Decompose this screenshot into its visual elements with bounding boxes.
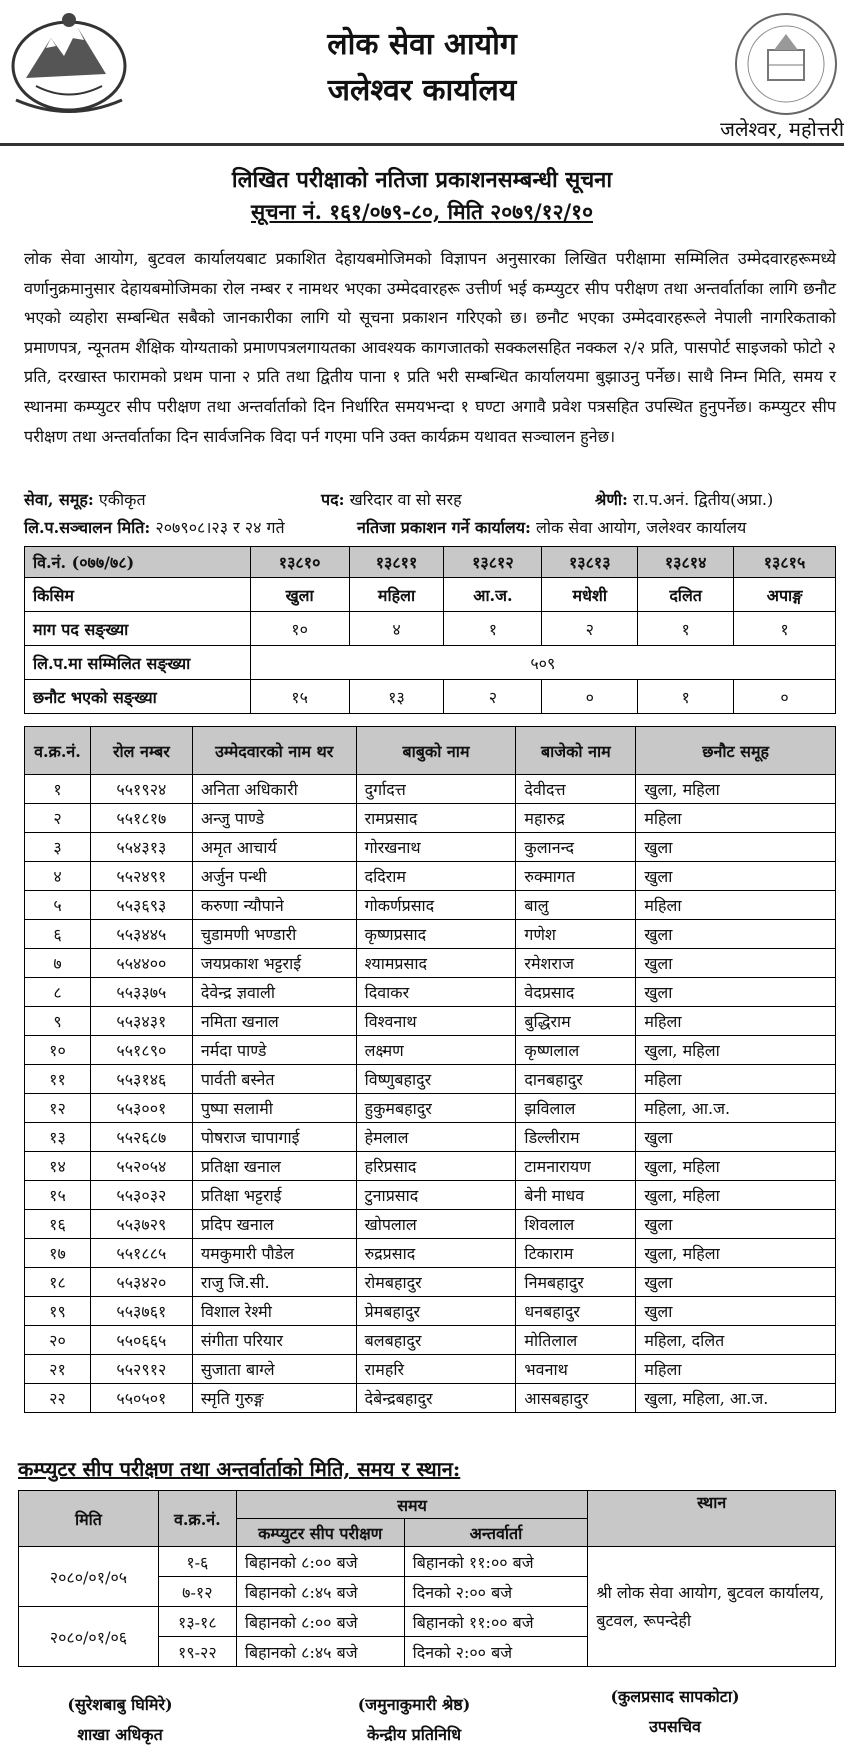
- letterhead: [0, 0, 844, 146]
- table-cell: महिला, दलित: [636, 1326, 836, 1355]
- table-cell: अर्जुन पन्थी: [192, 862, 356, 891]
- table-cell: प्रदिप खनाल: [192, 1210, 356, 1239]
- exam-date-value: २०७९०८।२३ र २४ गते: [155, 518, 285, 537]
- table-cell: टिकाराम: [516, 1239, 636, 1268]
- table-cell: खुला: [636, 920, 836, 949]
- table-cell: खुला: [636, 949, 836, 978]
- table-cell: बालु: [516, 891, 636, 920]
- group-type: खुला: [250, 578, 349, 612]
- table-cell: १०: [25, 1036, 91, 1065]
- results-body: [25, 775, 836, 1413]
- table-cell: ५५१८८५: [90, 1239, 192, 1268]
- column-header: अन्तर्वार्ता: [404, 1519, 588, 1547]
- table-cell: निमबहादुर: [516, 1268, 636, 1297]
- signatory-name: (सुरेशबाबु घिमिरे): [67, 1695, 173, 1714]
- selected-count: १३: [349, 680, 444, 714]
- schedule-serial: १-६: [158, 1547, 236, 1577]
- table-cell: विष्णुबहादुर: [356, 1065, 516, 1094]
- table-cell: खोपलाल: [356, 1210, 516, 1239]
- table-cell: ५५०५०१: [90, 1384, 192, 1413]
- group-type: दलित: [638, 578, 734, 612]
- row-label: छनौट भएको सङ्ख्या: [25, 680, 251, 714]
- summary-row-appeared: [25, 646, 836, 680]
- schedule-date: २०८०/०१/०५: [19, 1547, 159, 1607]
- selected-count: १: [638, 680, 734, 714]
- table-row: [25, 775, 836, 804]
- table-cell: १: [25, 775, 91, 804]
- table-cell: पोषराज चापागाई: [192, 1123, 356, 1152]
- table-cell: ५५३००१: [90, 1094, 192, 1123]
- column-header: बाजेको नाम: [516, 727, 636, 775]
- table-cell: ५५०६६५: [90, 1326, 192, 1355]
- table-cell: अनिता अधिकारी: [192, 775, 356, 804]
- table-row: [25, 862, 836, 891]
- table-cell: महिला: [636, 1355, 836, 1384]
- table-cell: १२: [25, 1094, 91, 1123]
- table-cell: रुद्रप्रसाद: [356, 1239, 516, 1268]
- table-cell: ५५३३७५: [90, 978, 192, 1007]
- table-cell: विशाल रेश्मी: [192, 1297, 356, 1326]
- column-header: रोल नम्बर: [90, 727, 192, 775]
- exam-date: [24, 516, 285, 538]
- ad-number: १३८१५: [734, 547, 836, 578]
- post-count: २: [542, 612, 638, 646]
- post-value: खरिदार वा सो सरह: [349, 490, 462, 509]
- schedule-title: कम्प्युटर सीप परीक्षण तथा अन्तर्वार्ताको मिति, समय र स्थान:: [18, 1457, 461, 1481]
- table-cell: १५: [25, 1181, 91, 1210]
- table-cell: ११: [25, 1065, 91, 1094]
- signatory-name: (जमुनाकुमारी श्रेष्ठ): [357, 1695, 471, 1714]
- table-row: [25, 1181, 836, 1210]
- group-type: महिला: [349, 578, 444, 612]
- table-row: [25, 1297, 836, 1326]
- table-row: [25, 833, 836, 862]
- post-count: १: [444, 612, 542, 646]
- table-cell: खुला, महिला, आ.ज.: [636, 1384, 836, 1413]
- exam-date-label: लि.प.सञ्चालन मिति:: [24, 518, 151, 537]
- signature-block: [30, 1690, 210, 1750]
- table-cell: प्रेमबहादुर: [356, 1297, 516, 1326]
- table-cell: ६: [25, 920, 91, 949]
- selected-count: १५: [250, 680, 349, 714]
- table-row: [25, 1152, 836, 1181]
- computer-test-time: बिहानको ८:०० बजे: [236, 1547, 404, 1577]
- schedule-date: २०८०/०१/०६: [19, 1607, 159, 1667]
- table-cell: ५५४३१३: [90, 833, 192, 862]
- table-cell: जयप्रकाश भट्टराई: [192, 949, 356, 978]
- selected-count: २: [444, 680, 542, 714]
- header-divider: [0, 143, 844, 146]
- table-row: [25, 920, 836, 949]
- table-cell: गोरखनाथ: [356, 833, 516, 862]
- table-cell: खुला: [636, 978, 836, 1007]
- table-cell: १६: [25, 1210, 91, 1239]
- appeared-total: ५०९: [250, 646, 835, 680]
- table-cell: ५५३१४६: [90, 1065, 192, 1094]
- table-cell: ५५३७६१: [90, 1297, 192, 1326]
- table-cell: ८: [25, 978, 91, 1007]
- post-count: १: [638, 612, 734, 646]
- table-cell: झविलाल: [516, 1094, 636, 1123]
- table-cell: ५५२६८७: [90, 1123, 192, 1152]
- table-cell: नर्मदा पाण्डे: [192, 1036, 356, 1065]
- table-cell: विश्वनाथ: [356, 1007, 516, 1036]
- summary-row-ad: [25, 547, 836, 578]
- table-cell: भवनाथ: [516, 1355, 636, 1384]
- signatory-title: शाखा अधिकृत: [77, 1725, 163, 1744]
- table-cell: कुलानन्द: [516, 833, 636, 862]
- table-cell: लक्ष्मण: [356, 1036, 516, 1065]
- table-cell: स्मृति गुरुङ्ग: [192, 1384, 356, 1413]
- ad-number: १३८१०: [250, 547, 349, 578]
- column-header: समय: [236, 1491, 588, 1519]
- office-name: जलेश्वर कार्यालय: [327, 73, 517, 108]
- table-cell: खुला, महिला: [636, 1239, 836, 1268]
- office-location: जलेश्वर, महोत्तरी: [720, 117, 844, 141]
- table-cell: ५५१८९०: [90, 1036, 192, 1065]
- table-cell: रामहरि: [356, 1355, 516, 1384]
- schedule-serial: १३-१८: [158, 1607, 236, 1637]
- table-cell: १९: [25, 1297, 91, 1326]
- table-row: [25, 1210, 836, 1239]
- table-cell: ३: [25, 833, 91, 862]
- table-cell: महिला: [636, 804, 836, 833]
- table-cell: पार्वती बस्नेत: [192, 1065, 356, 1094]
- table-row: [25, 949, 836, 978]
- summary-row-posts: [25, 612, 836, 646]
- schedule-serial: १९-२२: [158, 1637, 236, 1667]
- table-cell: खुला: [636, 862, 836, 891]
- notice-body: लोक सेवा आयोग, बुटवल कार्यालयबाट प्रकाशित देहायबमोजिमको विज्ञापन अनुसारका लिखित परीक्षामा सम्मिलित उम्मेदवारहरूमध्ये वर्णानुक्रमानुसार देहायबमोजिमका रोल नम्बर र नामथर भएका उम्मेदवारहरू उत्तीर्ण भई कम्प्युटर सीप परीक्षण तथा अन्तर्वार्ताका लागि छनौट भएको व्यहोरा सम्बन्धित सबैको जानकारीका लागि यो सूचना प्रकाशन गरिएको छ। छनौट भएका उम्मेदवारहरूले नेपाली नागरिकताको प्रमाणपत्र, न्यूनतम शैक्षिक योग्यताको प्रमाणपत्रलगायतका आवश्यक कागजातको सक्कलसहित नक्कल २/२ प्रति, पासपोर्ट साइजको फोटो २ प्रति, दरखास्त फारामको प्रथम पाना २ प्रति तथा द्वितीय पाना १ प्रति भरी सम्बन्धित कार्यालयमा बुझाउनु पर्नेछ। साथै निम्न मिति, समय र स्थानमा कम्प्युटर सीप परीक्षण तथा अन्तर्वार्ताको दिन निर्धारित समयभन्दा १ घण्टा अगावै प्रवेश पत्रसहित उपस्थित हुनुपर्नेछ। कम्प्युटर सीप परीक्षण तथा अन्तर्वार्ताका दिन सार्वजनिक विदा पर्न गएमा पनि उक्त कार्यक्रम यथावत सञ्चालन हुनेछ।: [24, 249, 836, 446]
- schedule-header-row: [19, 1491, 836, 1519]
- table-cell: प्रतिक्षा खनाल: [192, 1152, 356, 1181]
- class-value: रा.प.अनं. द्वितीय(अप्रा.): [633, 490, 774, 509]
- table-cell: ५५३०३२: [90, 1181, 192, 1210]
- summary-table: [24, 546, 836, 714]
- table-cell: सुजाता बाग्ले: [192, 1355, 356, 1384]
- results-table: [24, 726, 836, 1413]
- table-row: [25, 804, 836, 833]
- ad-number: १३८११: [349, 547, 444, 578]
- table-cell: खुला: [636, 1268, 836, 1297]
- group-type: अपाङ्ग: [734, 578, 836, 612]
- table-cell: वेदप्रसाद: [516, 978, 636, 1007]
- table-cell: ९: [25, 1007, 91, 1036]
- results-header-row: [25, 727, 836, 775]
- table-cell: ५५२४९१: [90, 862, 192, 891]
- table-cell: खुला, महिला: [636, 1181, 836, 1210]
- table-cell: रोमबहादुर: [356, 1268, 516, 1297]
- column-header: उम्मेदवारको नाम थर: [192, 727, 356, 775]
- ad-number: १३८१४: [638, 547, 734, 578]
- signatory-title: केन्द्रीय प्रतिनिधि: [366, 1725, 462, 1744]
- table-cell: खुला: [636, 833, 836, 862]
- table-row: [25, 1239, 836, 1268]
- group-type: मधेशी: [542, 578, 638, 612]
- table-cell: बेनी माधव: [516, 1181, 636, 1210]
- table-cell: रमेशराज: [516, 949, 636, 978]
- signature-block: [314, 1690, 514, 1750]
- notice-number: सूचना नं. १६१/०७९-८०, मिति २०७९/१२/१०: [251, 199, 593, 224]
- table-row: [25, 1036, 836, 1065]
- row-label: लि.प.मा सम्मिलित सङ्ख्या: [25, 646, 251, 680]
- table-cell: हरिप्रसाद: [356, 1152, 516, 1181]
- table-cell: कृष्णप्रसाद: [356, 920, 516, 949]
- post-count: ४: [349, 612, 444, 646]
- table-cell: २०: [25, 1326, 91, 1355]
- computer-test-time: बिहानको ८:०० बजे: [236, 1607, 404, 1637]
- table-cell: राजु जि.सी.: [192, 1268, 356, 1297]
- signatory-title: उपसचिव: [649, 1717, 701, 1736]
- selected-count: ०: [734, 680, 836, 714]
- table-cell: खुला: [636, 1210, 836, 1239]
- column-header: बाबुको नाम: [356, 727, 516, 775]
- table-cell: ५५३४२०: [90, 1268, 192, 1297]
- table-cell: ५५१८१७: [90, 804, 192, 833]
- table-cell: खुला: [636, 1297, 836, 1326]
- notice-title: लिखित परीक्षाको नतिजा प्रकाशनसम्बन्धी सूचना: [231, 167, 613, 193]
- interview-time: बिहानको ११:०० बजे: [404, 1607, 588, 1637]
- table-cell: कृष्णलाल: [516, 1036, 636, 1065]
- table-cell: १८: [25, 1268, 91, 1297]
- psc-seal-icon: [732, 10, 840, 118]
- table-row: [25, 1094, 836, 1123]
- ad-number: १३८१२: [444, 547, 542, 578]
- table-cell: महिला: [636, 1007, 836, 1036]
- table-cell: दानबहादुर: [516, 1065, 636, 1094]
- column-header: छनौट समूह: [636, 727, 836, 775]
- table-cell: टुनाप्रसाद: [356, 1181, 516, 1210]
- table-cell: संगीता परियार: [192, 1326, 356, 1355]
- summary-row-selected: [25, 680, 836, 714]
- table-cell: बुद्धिराम: [516, 1007, 636, 1036]
- table-cell: देवीदत्त: [516, 775, 636, 804]
- table-cell: प्रतिक्षा भट्टराई: [192, 1181, 356, 1210]
- table-cell: चुडामणी भण्डारी: [192, 920, 356, 949]
- table-cell: देवेन्द्र ज्ञवाली: [192, 978, 356, 1007]
- class: [595, 488, 773, 510]
- table-row: [25, 891, 836, 920]
- signature-block: [580, 1682, 770, 1742]
- row-label: माग पद सङ्ख्या: [25, 612, 251, 646]
- table-cell: ५५४४००: [90, 949, 192, 978]
- schedule-row: [19, 1547, 836, 1577]
- interview-time: दिनको २:०० बजे: [404, 1577, 588, 1607]
- computer-test-time: बिहानको ८:४५ बजे: [236, 1577, 404, 1607]
- table-row: [25, 1384, 836, 1413]
- table-cell: ५५३४३१: [90, 1007, 192, 1036]
- service-label: सेवा, समूह:: [24, 490, 94, 509]
- table-cell: ५५२०५४: [90, 1152, 192, 1181]
- table-cell: महिला, आ.ज.: [636, 1094, 836, 1123]
- table-cell: ५५२९१२: [90, 1355, 192, 1384]
- table-cell: खुला, महिला: [636, 775, 836, 804]
- table-cell: अमृत आचार्य: [192, 833, 356, 862]
- selected-count: ०: [542, 680, 638, 714]
- publish-office-label: नतिजा प्रकाशन गर्ने कार्यालय:: [357, 518, 531, 537]
- publish-office: [357, 516, 746, 538]
- table-cell: गणेश: [516, 920, 636, 949]
- column-header: मिति: [19, 1491, 159, 1547]
- table-cell: दिवाकर: [356, 978, 516, 1007]
- table-cell: डिल्लीराम: [516, 1123, 636, 1152]
- column-header: व.क्र.नं.: [158, 1491, 236, 1547]
- column-header: कम्प्युटर सीप परीक्षण: [236, 1519, 404, 1547]
- computer-test-time: बिहानको ८:४५ बजे: [236, 1637, 404, 1667]
- ad-number: १३८१३: [542, 547, 638, 578]
- table-row: [25, 1355, 836, 1384]
- table-row: [25, 978, 836, 1007]
- schedule-table: [18, 1490, 836, 1667]
- table-cell: ४: [25, 862, 91, 891]
- column-header: स्थान: [588, 1491, 836, 1547]
- table-cell: १३: [25, 1123, 91, 1152]
- table-cell: करुणा न्यौपाने: [192, 891, 356, 920]
- publish-office-value: लोक सेवा आयोग, जलेश्वर कार्यालय: [536, 518, 747, 537]
- table-cell: २२: [25, 1384, 91, 1413]
- table-cell: २: [25, 804, 91, 833]
- service-group: [24, 488, 146, 510]
- table-row: [25, 1326, 836, 1355]
- summary-row-type: [25, 578, 836, 612]
- table-cell: श्यामप्रसाद: [356, 949, 516, 978]
- table-cell: आसबहादुर: [516, 1384, 636, 1413]
- table-cell: खुला: [636, 1123, 836, 1152]
- table-cell: ५५३६९३: [90, 891, 192, 920]
- table-cell: नमिता खनाल: [192, 1007, 356, 1036]
- interview-time: दिनको २:०० बजे: [404, 1637, 588, 1667]
- post-label: पद:: [321, 490, 345, 509]
- table-row: [25, 1123, 836, 1152]
- table-cell: शिवलाल: [516, 1210, 636, 1239]
- table-cell: बलबहादुर: [356, 1326, 516, 1355]
- table-cell: दुर्गादत्त: [356, 775, 516, 804]
- table-cell: टामनारायण: [516, 1152, 636, 1181]
- table-row: [25, 1007, 836, 1036]
- table-cell: यमकुमारी पौडेल: [192, 1239, 356, 1268]
- row-label: किसिम: [25, 578, 251, 612]
- table-cell: महिला: [636, 1065, 836, 1094]
- class-label: श्रेणी:: [595, 490, 628, 509]
- schedule-place: श्री लोक सेवा आयोग, बुटवल कार्यालय, बुटवल, रूपन्देही: [588, 1547, 836, 1667]
- post-count: १: [734, 612, 836, 646]
- table-cell: देबेन्द्रबहादुर: [356, 1384, 516, 1413]
- table-cell: खुला, महिला: [636, 1152, 836, 1181]
- group-type: आ.ज.: [444, 578, 542, 612]
- table-cell: १७: [25, 1239, 91, 1268]
- table-cell: रुक्मागत: [516, 862, 636, 891]
- table-row: [25, 1268, 836, 1297]
- table-cell: ५५३७२९: [90, 1210, 192, 1239]
- table-cell: खुला, महिला: [636, 1036, 836, 1065]
- table-cell: धनबहादुर: [516, 1297, 636, 1326]
- interview-time: बिहानको ११:०० बजे: [404, 1547, 588, 1577]
- table-cell: पुष्पा सलामी: [192, 1094, 356, 1123]
- table-cell: ददिराम: [356, 862, 516, 891]
- post-count: १०: [250, 612, 349, 646]
- table-cell: मोतिलाल: [516, 1326, 636, 1355]
- table-cell: महारुद्र: [516, 804, 636, 833]
- table-cell: ७: [25, 949, 91, 978]
- table-cell: हेमलाल: [356, 1123, 516, 1152]
- table-cell: ५५३४४५: [90, 920, 192, 949]
- table-cell: १४: [25, 1152, 91, 1181]
- table-cell: ५: [25, 891, 91, 920]
- table-cell: रामप्रसाद: [356, 804, 516, 833]
- post: [321, 488, 462, 510]
- schedule-serial: ७-१२: [158, 1577, 236, 1607]
- signatory-name: (कुलप्रसाद सापकोटा): [610, 1687, 740, 1706]
- service-value: एकीकृत: [98, 490, 146, 509]
- table-cell: ५५१९२४: [90, 775, 192, 804]
- table-cell: २१: [25, 1355, 91, 1384]
- table-cell: गोकर्णप्रसाद: [356, 891, 516, 920]
- organization-name: लोक सेवा आयोग: [327, 27, 517, 62]
- table-cell: महिला: [636, 891, 836, 920]
- column-header: व.क्र.नं.: [25, 727, 91, 775]
- table-row: [25, 1065, 836, 1094]
- table-cell: हुकुमबहादुर: [356, 1094, 516, 1123]
- table-cell: अन्जु पाण्डे: [192, 804, 356, 833]
- row-label: वि.नं. (०७७/७८): [25, 547, 251, 578]
